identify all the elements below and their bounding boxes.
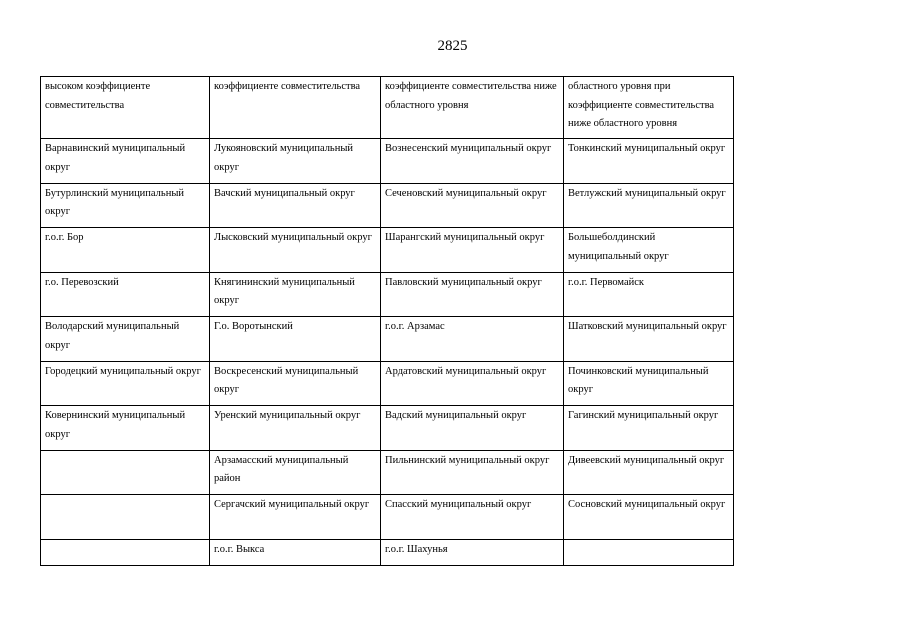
table-row [41, 406, 734, 451]
table-cell: Ардатовский муниципальный округ [381, 361, 564, 406]
table-cell: Тонкинский муниципальный округ [564, 139, 734, 184]
table-cell: Шарангский муниципальный округ [381, 228, 564, 273]
page-number: 2825 [437, 38, 468, 54]
header-cell: коэффициенте совместительства [210, 77, 381, 139]
table-cell: Пильнинский муниципальный округ [381, 450, 564, 495]
table-cell: Княгининский муниципальный округ [210, 272, 381, 317]
table-cell: г.о.г. Первомайск [564, 272, 734, 317]
table-cell: Вачский муниципальный округ [210, 183, 381, 228]
table-cell: Починковский муниципальный округ [564, 361, 734, 406]
header-cell: высоком коэффициенте совместительства [41, 77, 210, 139]
table-cell: Г.о. Воротынский [210, 317, 381, 362]
table-cell [41, 539, 210, 565]
table-cell: Большеболдинский муниципальный округ [564, 228, 734, 273]
table-cell [41, 495, 210, 540]
table-cell: г.о.г. Бор [41, 228, 210, 273]
table-cell: Шатковский муниципальный округ [564, 317, 734, 362]
table-cell: г.о.г. Выкса [210, 539, 381, 565]
table-cell: Володарский муниципальный округ [41, 317, 210, 362]
table-row [41, 495, 734, 540]
table-cell: г.о.г. Арзамас [381, 317, 564, 362]
table-cell: Ветлужский муниципальный округ [564, 183, 734, 228]
table-row [41, 361, 734, 406]
table-cell: Вадский муниципальный округ [381, 406, 564, 451]
table-cell: г.о. Перевозский [41, 272, 210, 317]
table-cell: Городецкий муниципальный округ [41, 361, 210, 406]
table-cell: Лукояновский муниципальный округ [210, 139, 381, 184]
table-row [41, 539, 734, 565]
table-cell: Варнавинский муниципальный округ [41, 139, 210, 184]
table-cell: Спасский муниципальный округ [381, 495, 564, 540]
table-cell: Лысковский муниципальный округ [210, 228, 381, 273]
table-cell: Ковернинский муниципальный округ [41, 406, 210, 451]
table-row [41, 317, 734, 362]
districts-table [40, 76, 734, 566]
table-row [41, 228, 734, 273]
table-cell: Вознесенский муниципальный округ [381, 139, 564, 184]
table-cell: Сеченовский муниципальный округ [381, 183, 564, 228]
table-cell: Сосновский муниципальный округ [564, 495, 734, 540]
table-cell: Дивеевский муниципальный округ [564, 450, 734, 495]
header-cell: областного уровня при коэффициенте совместительства ниже областного уровня [564, 77, 734, 139]
table-cell: г.о.г. Шахунья [381, 539, 564, 565]
table-cell [564, 539, 734, 565]
table-cell: Арзамасский муниципальный район [210, 450, 381, 495]
table-row [41, 139, 734, 184]
table-cell: Уренский муниципальный округ [210, 406, 381, 451]
table-cell: Павловский муниципальный округ [381, 272, 564, 317]
header-cell: коэффициенте совместительства ниже областного уровня [381, 77, 564, 139]
table-row [41, 450, 734, 495]
table-row [41, 183, 734, 228]
table-cell: Воскресенский муниципальный округ [210, 361, 381, 406]
table-row [41, 272, 734, 317]
table-header-row [41, 77, 734, 139]
table-cell: Гагинский муниципальный округ [564, 406, 734, 451]
table-cell: Бутурлинский муниципальный округ [41, 183, 210, 228]
table-cell: Сергачский муниципальный округ [210, 495, 381, 540]
table-cell [41, 450, 210, 495]
